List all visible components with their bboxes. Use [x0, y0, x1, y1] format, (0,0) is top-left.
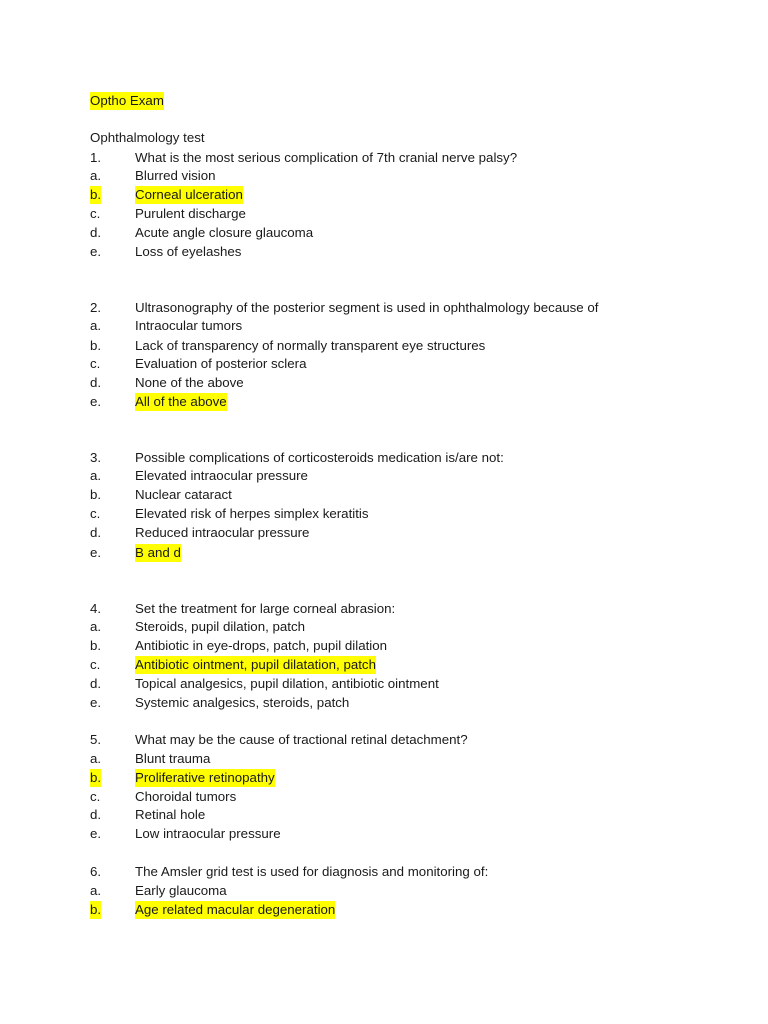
exam-title: Optho Exam	[90, 93, 164, 108]
option-letter: a.	[90, 468, 102, 483]
option-text: Choroidal tumors	[135, 789, 237, 804]
question-text: The Amsler grid test is used for diagnosis and monitoring of:	[135, 864, 489, 879]
option-letter: e.	[90, 545, 102, 560]
question-number: 6.	[90, 864, 102, 879]
option-letter: c.	[90, 657, 101, 672]
option-letter: a.	[90, 318, 102, 333]
option-letter: d.	[90, 525, 102, 540]
option-letter: c.	[90, 356, 101, 371]
question-text: What may be the cause of tractional retinal detachment?	[135, 732, 468, 747]
option-text: Elevated risk of herpes simplex keratitis	[135, 506, 369, 521]
option-text: Retinal hole	[135, 807, 206, 822]
question-number: 2.	[90, 300, 102, 315]
option-letter: d.	[90, 676, 102, 691]
option-text-correct: Age related macular degeneration	[135, 902, 336, 917]
test-subtitle: Ophthalmology test	[90, 130, 205, 145]
option-letter-correct: b.	[90, 902, 102, 917]
option-text: Topical analgesics, pupil dilation, antibiotic ointment	[135, 676, 439, 691]
option-letter: d.	[90, 375, 102, 390]
question-text: Ultrasonography of the posterior segment is used in ophthalmology because of	[135, 300, 599, 315]
option-text: Intraocular tumors	[135, 318, 243, 333]
question-text: Possible complications of corticosteroids medication is/are not:	[135, 450, 504, 465]
option-text: Early glaucoma	[135, 883, 227, 898]
option-text-correct: Corneal ulceration	[135, 187, 243, 202]
question-text: Set the treatment for large corneal abrasion:	[135, 601, 396, 616]
option-text: Purulent discharge	[135, 206, 246, 221]
option-letter: e.	[90, 826, 102, 841]
option-letter: b.	[90, 487, 102, 502]
option-text: Acute angle closure glaucoma	[135, 225, 314, 240]
option-text: Lack of transparency of normally transparent eye structures	[135, 338, 486, 353]
option-text-correct: All of the above	[135, 394, 227, 409]
option-text: Blurred vision	[135, 168, 216, 183]
option-letter: b.	[90, 338, 102, 353]
option-text-correct: Proliferative retinopathy	[135, 770, 275, 785]
option-letter: c.	[90, 789, 101, 804]
option-letter: a.	[90, 168, 102, 183]
option-text: Systemic analgesics, steroids, patch	[135, 695, 350, 710]
option-text: None of the above	[135, 375, 244, 390]
option-text: Antibiotic in eye-drops, patch, pupil dilation	[135, 638, 388, 653]
option-letter: e.	[90, 394, 102, 409]
question-text: What is the most serious complication of 7th cranial nerve palsy?	[135, 150, 518, 165]
option-letter: a.	[90, 883, 102, 898]
option-text: Nuclear cataract	[135, 487, 232, 502]
option-letter: a.	[90, 751, 102, 766]
option-letter-correct: b.	[90, 770, 102, 785]
option-letter: d.	[90, 225, 102, 240]
option-text: Reduced intraocular pressure	[135, 525, 310, 540]
option-text: Blunt trauma	[135, 751, 211, 766]
option-letter: e.	[90, 244, 102, 259]
option-text-correct: B and d	[135, 545, 181, 560]
option-text: Evaluation of posterior sclera	[135, 356, 307, 371]
option-letter-correct: b.	[90, 187, 102, 202]
question-number: 1.	[90, 150, 102, 165]
option-text: Low intraocular pressure	[135, 826, 281, 841]
option-letter: c.	[90, 206, 101, 221]
option-text: Elevated intraocular pressure	[135, 468, 308, 483]
question-number: 5.	[90, 732, 102, 747]
option-text: Steroids, pupil dilation, patch	[135, 619, 306, 634]
question-number: 3.	[90, 450, 102, 465]
question-number: 4.	[90, 601, 102, 616]
option-letter: a.	[90, 619, 102, 634]
option-text: Loss of eyelashes	[135, 244, 242, 259]
option-letter: d.	[90, 807, 102, 822]
option-letter: e.	[90, 695, 102, 710]
option-letter: b.	[90, 638, 102, 653]
option-text-correct: Antibiotic ointment, pupil dilatation, patch	[135, 657, 376, 672]
option-letter: c.	[90, 506, 101, 521]
